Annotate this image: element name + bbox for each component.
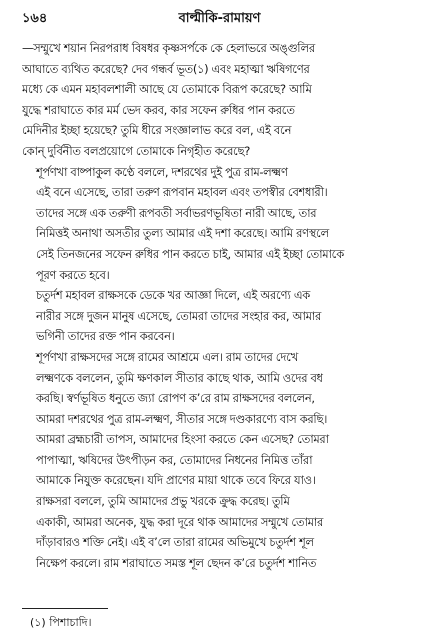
text-line: তাদের সঙ্গে এক তরুণী রূপবতী সর্বাভরণভূষিতা নারী আছে, তার [36,205,317,220]
text-line: আমরা দশরথের পুত্র রাম-লক্ষ্মণ, সীতার সঙ্গে দণ্ডকারণ্যে বাস করছি। [36,411,328,426]
paragraph [22,285,420,347]
page-number: ১৬৪ [22,11,48,26]
footnote-divider [22,608,108,609]
text-line: ভগিনী তাদের রক্ত পান করবেন। [36,329,175,344]
text-line: —সম্মুখে শয়ান নিরপরাধ বিষধর কৃষ্ণসর্পকে কে হেলাভরে অঙ্গুলির [22,41,315,55]
body-text [22,38,420,573]
text-line: মধ্যে কে এমন মহাবলশালী আছে যে তোমাকে বিরূপ করেছে? আমি [22,82,312,97]
text-line: শূর্পণখা বাষ্পাকুল কণ্ঠে বললে, দশরথের দুই পুত্র রাম-লক্ষ্মণ [36,164,288,179]
running-title: বাল্মীকি-রামায়ণ [178,11,261,26]
text-line: আমাকে নিযুক্ত করেছেন। যদি প্রাণের মায়া থাকে তবে ফিরে যাও। [36,473,316,488]
page-header [22,8,417,30]
text-line: একাকী, আমরা অনেক, যুদ্ধ করা দূরে থাক আমাদের সম্মুখে তোমার [36,514,324,529]
footnote: (১) পিশাচাদি। [30,616,92,629]
text-line: আঘাতে ব্যথিত করেছে? দেব গন্ধর্ব ভূত(১) এবং মহাত্মা ঋষিগণের [22,61,310,76]
text-line: দাঁড়াবারও শক্তি নেই। এই ব’লে তারা রামের অভিমুখে চতুর্দশ শূল [36,535,314,550]
text-line: কোন্ দুর্বিনীত বলপ্রয়োগে তোমাকে নিগৃহীত করেছে? [22,143,251,158]
text-line: নারীর সঙ্গে দুজন মানুষ এসেছে, তোমরা তাদের সংহার কর, আমার [36,308,321,323]
text-line: নিমিত্তই অনাথা অসতীর তুল্য আমার এই দশা করেছে। আমি রণস্থলে [36,226,329,241]
text-line: চতুর্দশ মহাবল রাক্ষসকে ডেকে খর আজ্ঞা দিলে, এই অরণ্যে এক [36,288,310,303]
paragraph [22,491,420,573]
text-line: রাক্ষসরা বললে, তুমি আমাদের প্রভু খরকে ক্রুদ্ধ করেছ। তুমি [36,494,290,509]
text-line: আমরা ব্রহ্মচারী তাপস, আমাদের হিংসা করতে কেন এসেছ? তোমরা [36,432,329,447]
text-line: লক্ষ্মণকে বললেন, তুমি ক্ষণকাল সীতার কাছে থাক, আমি ওদের বধ [36,370,323,385]
text-line: নিক্ষেপ করলে। রাম শরাঘাতে সমস্ত শূল ছেদন ক’রে চতুর্দশ শানিত [36,555,317,570]
text-line: এই বনে এসেছে, তারা তরুণ রূপবান মহাবল এবং তপস্বীর বেশধারী। [36,185,328,200]
paragraph [22,162,420,286]
paragraph [22,38,420,162]
text-line: মেদিনীর ইচ্ছা হয়েছে? তুমি ধীরে সংজ্ঞালাভ করে বল, এই বনে [22,123,292,138]
text-line: করছি। স্বর্ণভূষিত ধনুতে জ্যা রোপণ ক’রে রাম রাক্ষসদের বললেন, [36,391,315,406]
text-line: পূরণ করতে হবে। [36,267,110,282]
text-line: শূর্পণখা রাক্ষসদের সঙ্গে রামের আশ্রমে এল। রাম তাদের দেখে [36,349,298,364]
text-line: সেই তিনজনের সফেন রুধির পান করতে চাই, আমার এই ইচ্ছা তোমাকে [36,246,344,261]
paragraph [22,347,420,491]
text-line: যুদ্ধে শরাঘাতে কার মর্ম ভেদ করব, কার সফেন রুধির পান করতে [22,102,295,117]
text-line: পাপাত্মা, ঋষিদের উৎপীড়ন কর, তোমাদের নিধনের নিমিত্ত তাঁরা [36,452,313,467]
